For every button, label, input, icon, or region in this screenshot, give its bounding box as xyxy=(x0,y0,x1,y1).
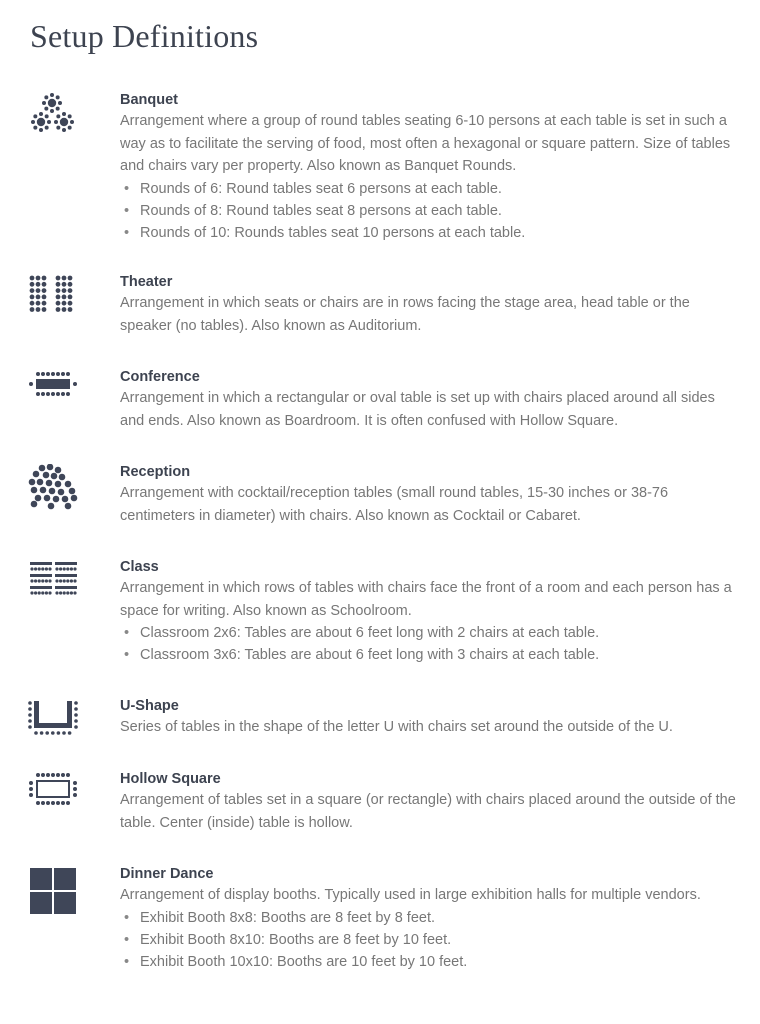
term-hollow-square: Hollow Square xyxy=(120,771,221,787)
list-item: • Exhibit Booth 8x8: Booths are 8 feet by 8 feet. xyxy=(140,907,740,929)
desc-theater: Arrangement in which seats or chairs are in rows facing the stage area, head table or the speaker (no tables). Also known as Auditorium. xyxy=(120,295,690,334)
term-dinner-dance: Dinner Dance xyxy=(120,866,214,882)
term-banquet: Banquet xyxy=(120,92,178,108)
banquet-rounds-icon-svg xyxy=(28,92,82,142)
u-shape-icon xyxy=(28,698,82,752)
desc-banquet: Arrangement where a group of round tables seating 6-10 persons at each table is set in such a way as to facilitate the serving of food, most often a hexagonal or square pattern. Size of tables and chairs vary per property. Also known as Banquet Rounds. xyxy=(120,113,731,174)
desc-reception: Arrangement with cocktail/reception tables (small round tables, 15-30 inches or 38-76 centimeters in diameter) with chairs. Also known as Cocktail or Cabaret. xyxy=(120,485,669,524)
dinner-dance-bullet-list xyxy=(120,907,740,973)
term-class: Class xyxy=(120,559,159,575)
desc-conference: Arrangement in which a rectangular or oval table is set up with chairs placed around all sides and ends. Also known as Boardroom. It is often confused with Hollow Square. xyxy=(120,390,715,429)
list-item: • Rounds of 10: Rounds tables seat 10 persons at each table. xyxy=(140,222,740,244)
term-conference: Conference xyxy=(120,369,200,385)
term-reception: Reception xyxy=(120,464,191,480)
reception-icon xyxy=(28,464,82,518)
list-item: • Rounds of 8: Round tables seat 8 persons at each table. xyxy=(140,200,740,222)
classroom-icon xyxy=(28,559,82,613)
desc-dinner-dance: Arrangement of display booths. Typically used in large exhibition halls for multiple vendors. xyxy=(120,887,701,903)
list-item: • Exhibit Booth 10x10: Booths are 10 feet by 10 feet. xyxy=(140,951,740,973)
booths-icon xyxy=(28,866,82,920)
list-item: • Rounds of 6: Round tables seat 6 persons at each table. xyxy=(140,178,740,200)
banquet-rounds-icon xyxy=(28,92,82,146)
theater-seating-icon xyxy=(28,274,82,328)
conference-table-icon xyxy=(28,369,82,423)
desc-hollow-square: Arrangement of tables set in a square (or rectangle) with chairs placed around the outside of the table. Center (inside) table is hollow. xyxy=(120,792,736,831)
term-theater: Theater xyxy=(120,274,173,290)
list-item: • Exhibit Booth 8x10: Booths are 8 feet by 10 feet. xyxy=(140,929,740,951)
list-item: • Classroom 3x6: Tables are about 6 feet long with 3 chairs at each table. xyxy=(140,644,740,666)
list-item: • Classroom 2x6: Tables are about 6 feet long with 2 chairs at each table. xyxy=(140,622,740,644)
desc-u-shape: Series of tables in the shape of the letter U with chairs set around the outside of the U. xyxy=(120,719,673,735)
hollow-square-icon xyxy=(28,771,82,825)
term-u-shape: U-Shape xyxy=(120,698,179,714)
page-title: Setup Definitions xyxy=(30,18,259,54)
desc-class: Arrangement in which rows of tables with chairs face the front of a room and each person has a space for writing. Also known as Schoolroom. xyxy=(120,580,732,619)
class-bullet-list xyxy=(120,622,740,666)
banquet-bullet-list xyxy=(120,178,740,244)
